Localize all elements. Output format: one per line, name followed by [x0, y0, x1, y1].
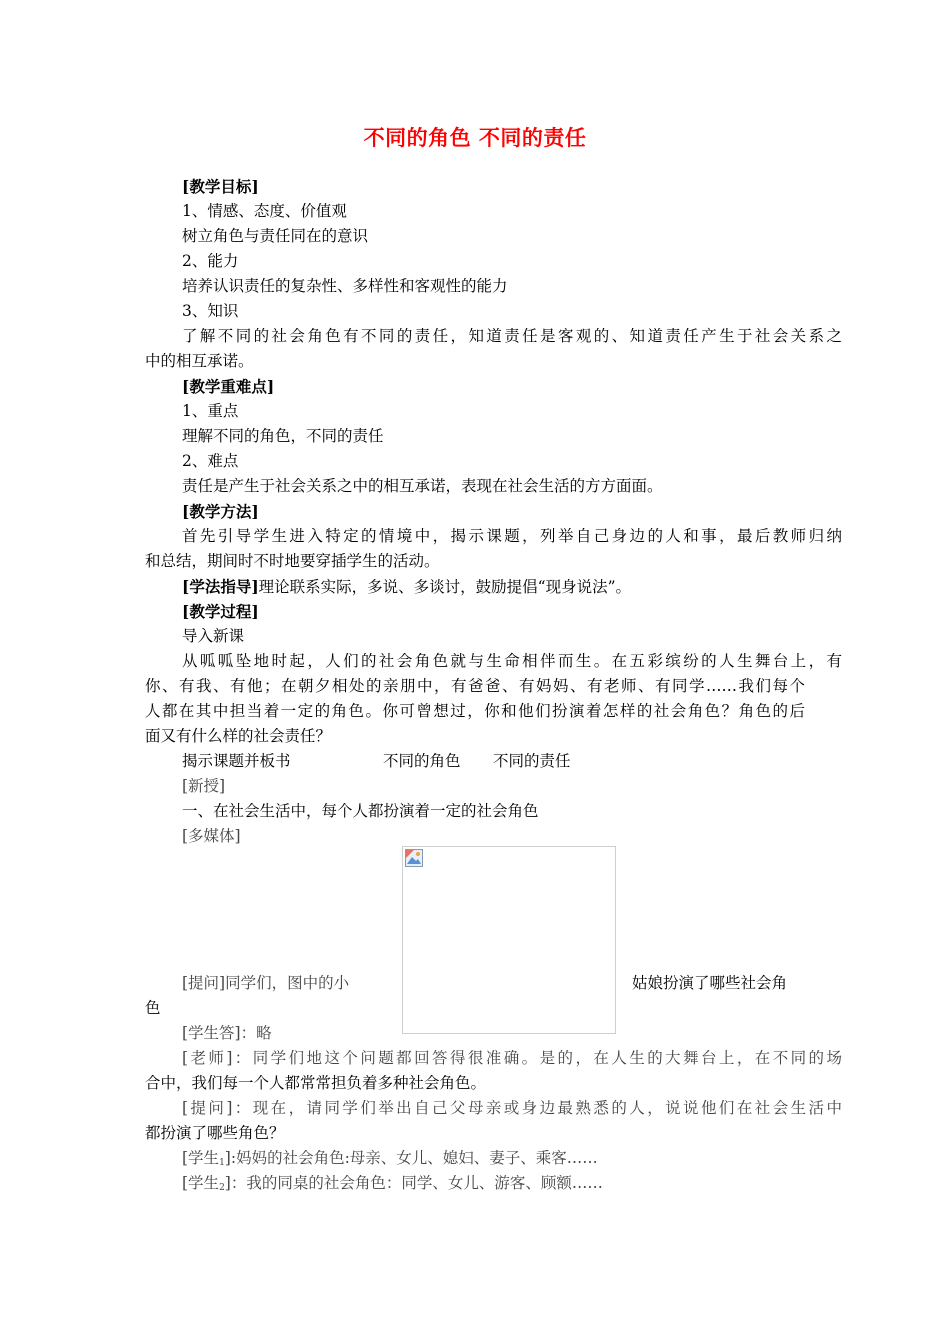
guide-line [145, 574, 842, 600]
question-1-cont: 色 [145, 999, 161, 1017]
process-para-line3: 人都在其中担当着一定的角色。你可曾想过，你和他们扮演着怎样的社会角色？角色的后 [145, 702, 805, 720]
goals-item-2-text: 培养认识责任的复杂性、多样性和客观性的能力 [182, 277, 508, 295]
section-1-heading: 一、在社会生活中，每个人都扮演着一定的社会角色 [182, 802, 539, 820]
board-title-1: 不同的角色 [383, 752, 461, 770]
broken-image-icon [405, 849, 423, 867]
goals-item-1: 1、情感、态度、价值观 [182, 202, 347, 220]
keypoints-heading: [教学重难点] [182, 377, 275, 396]
document-title: 不同的角色 不同的责任 [363, 125, 587, 150]
goals-heading: [教学目标] [182, 177, 259, 196]
guide-text: 理论联系实际，多说、多谈讨，鼓励提倡“现身说法”。 [258, 578, 632, 596]
student-1-prefix: [学生 [182, 1149, 220, 1167]
method-line1: 首先引导学生进入特定的情境中，揭示课题，列举自己身边的人和事，最后教师归纳 [182, 527, 842, 545]
method-heading: [教学方法] [182, 502, 259, 521]
newlesson-heading: [新授] [182, 777, 226, 795]
method-line2: 和总结，期间时不时地要穿插学生的活动。 [145, 552, 440, 570]
student-2-sub: 2 [219, 1183, 225, 1193]
process-heading: [教学过程] [182, 602, 259, 621]
goals-item-3-text-line1: 了解不同的社会角色有不同的责任，知道责任是客观的、知道责任产生于社会关系之 [182, 327, 842, 345]
process-para-line4: 面又有什么样的社会责任？ [145, 727, 332, 745]
student-2-text: ]：我的同桌的社会角色：同学、女儿、游客、顾额…… [224, 1174, 603, 1192]
multimedia-label: [多媒体] [182, 827, 241, 845]
process-para-line1: 从呱呱坠地时起，人们的社会角色就与生命相伴而生。在五彩缤纷的人生舞台上，有 [182, 652, 842, 670]
goals-item-1-text: 树立角色与责任同在的意识 [182, 227, 369, 245]
student-answer: [学生答]：略 [182, 1024, 272, 1042]
keypoints-item-1: 1、重点 [182, 402, 239, 420]
question-2-line2: 都扮演了哪些角色？ [145, 1124, 285, 1142]
question-1-right: 姑娘扮演了哪些社会角 [632, 974, 788, 992]
board-title-2: 不同的责任 [493, 752, 571, 770]
process-intro: 导入新课 [182, 627, 245, 645]
process-reveal: 揭示课题并板书 [182, 752, 291, 770]
goals-item-3-text-line2: 中的相互承诺。 [145, 352, 254, 370]
process-para-line2: 你、有我、有他；在朝夕相处的亲朋中，有爸爸、有妈妈、有老师、有同学……我们每个 [145, 677, 805, 695]
goals-item-3: 3、知识 [182, 302, 239, 320]
process-reveal-line [145, 749, 842, 774]
question-2-line1: [提问]：现在，请同学们举出自己父母亲或身边最熟悉的人，说说他们在社会生活中 [182, 1099, 842, 1117]
student-1-sub: 1 [219, 1158, 225, 1168]
teacher-line1: [老师]：同学们地这个问题都回答得很准确。是的，在人生的大舞台上，在不同的场 [182, 1049, 842, 1067]
student-2-prefix: [学生 [182, 1174, 220, 1192]
question-1-left: [提问]同学们，图中的小 [182, 974, 350, 992]
keypoints-item-2-text: 责任是产生于社会关系之中的相互承诺，表现在社会生活的方方面面。 [182, 477, 663, 495]
student-1-text: ]:妈妈的社会角色:母亲、女儿、媳妇、妻子、乘客…… [224, 1149, 598, 1167]
keypoints-item-1-text: 理解不同的角色，不同的责任 [182, 427, 384, 445]
keypoints-item-2: 2、难点 [182, 452, 239, 470]
guide-heading: [学法指导] [182, 577, 259, 596]
teacher-line2: 合中，我们每一个人都常常担负着多种社会角色。 [145, 1074, 487, 1092]
student-2-line [145, 1171, 842, 1201]
goals-item-2: 2、能力 [182, 252, 239, 270]
